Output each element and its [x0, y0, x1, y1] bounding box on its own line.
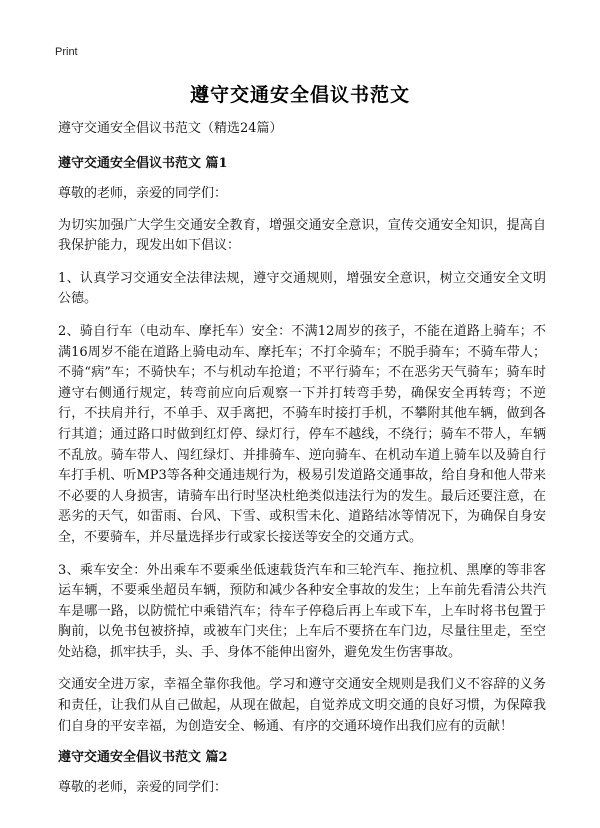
greeting-paragraph: 尊敬的老师，亲爱的同学们：: [58, 186, 228, 201]
document-subtitle: 遵守交通安全倡议书范文（精选24篇）: [58, 121, 283, 136]
greeting-paragraph: 尊敬的老师，亲爱的同学们：: [58, 780, 228, 796]
section-2: [58, 749, 546, 799]
intro-paragraph: 为切实加强广大学生交通安全教育，增强交通安全意识，宣传交通安全知识，提高自我保护能力，现发出如下倡议：: [58, 217, 546, 254]
print-link[interactable]: Print: [55, 46, 78, 58]
item-3-paragraph: 3、乘车安全：外出乘车不要乘坐低速载货汽车和三轮汽车、拖拉机、黑摩的等非客运车辆，不要乘坐超员车辆，预防和减少各种安全事故的发生；上车前先看清公共汽车是哪一路，以防慌忙中乘错汽车；待车子停稳后再上车或下车，上车时将书包置于胸前，以免书包被挤掉，或被车门夹住；上车后不要挤在车门边，尽量往里走，至空处站稳，抓牢扶手，头、手、身体不能伸出窗外，避免发生伤害事故。: [58, 562, 546, 660]
document-title: 遵守交通安全倡议书范文: [189, 84, 410, 106]
item-1-paragraph: 1、认真学习交通安全法律法规，遵守交通规则，增强安全意识，树立交通安全文明公德。: [58, 270, 546, 307]
closing-paragraph: 交通安全进万家，幸福全靠你我他。学习和遵守交通安全规则是我们义不容辞的义务和责任，让我们从自己做起，从现在做起，自觉养成文明交通的良好习惯，为保障我们自身的平安幸福，为创造安全、畅通、有序的交通环境作出我们应有的贡献！: [58, 677, 546, 734]
section-1: [58, 155, 546, 737]
item-2-paragraph: 2、骑自行车（电动车、摩托车）安全：不满12周岁的孩子，不能在道路上骑车；不满16周岁不能在道路上骑电动车、摩托车；不打伞骑车；不脱手骑车；不骑车带人；不骑“病”车；不骑快车；不与机动车抢道；不平行骑车；不在恶劣天气骑车；骑车时遵守右侧通行规定，转弯前应向后观察一下并打转弯手势，确保安全再转弯；不逆行，不扶肩并行，不单手、双手离把，不骑车时接打手机，不攀附其他车辆，做到各行其道；通过路口时做到红灯停、绿灯行，停车不越线，不绕行；骑车不带人，车辆不乱放。骑车带人、闯红绿灯、并排骑车、逆向骑车、在机动车道上骑车以及骑自行车打手机、听MP3等各种交通违规行为，极易引发道路交通事故，给自身和他人带来不必要的人身损害，请骑车出行时坚决杜绝类似违法行为的发生。最后还要注意，在恶劣的天气，如雷雨、台风、下雪、或积雪未化、道路结冰等情况下，为确保自身安全，不要骑车，并尽量选择步行或家长接送等安全的交通方式。: [58, 323, 546, 545]
section-heading: 遵守交通安全倡议书范文 篇2: [58, 750, 228, 766]
document-body: [58, 120, 546, 810]
section-heading: 遵守交通安全倡议书范文 篇1: [58, 156, 228, 171]
